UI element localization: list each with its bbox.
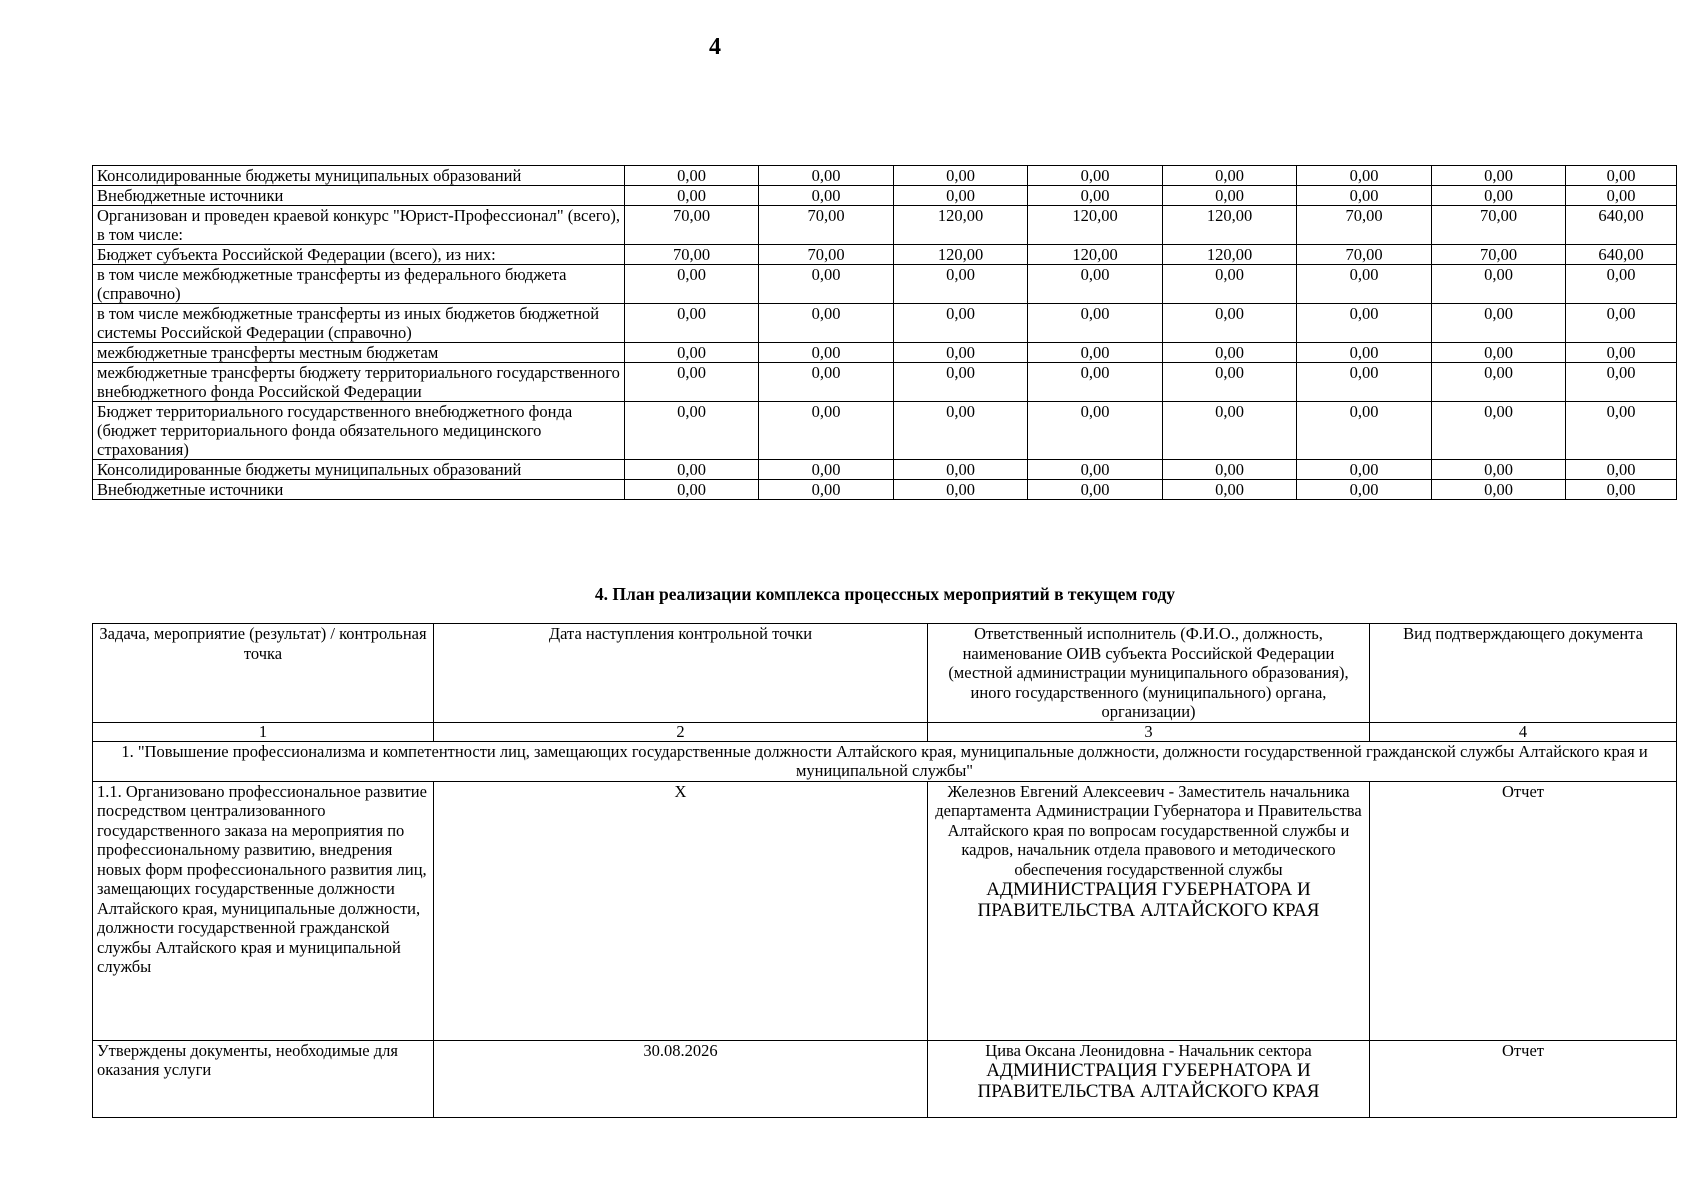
finance-row-label: Организован и проведен краевой конкурс "Юрист-Профессионал" (всего), в том числе: <box>93 206 625 245</box>
finance-row <box>93 265 1677 304</box>
section-title: 4. План реализации комплекса процессных мероприятий в текущем году <box>594 584 1176 604</box>
finance-value: 0,00 <box>759 402 894 460</box>
finance-value: 0,00 <box>1028 480 1163 500</box>
finance-value: 0,00 <box>1297 480 1432 500</box>
column-number: 3 <box>928 722 1370 741</box>
finance-value: 70,00 <box>1297 245 1432 265</box>
column-number: 1 <box>93 722 434 741</box>
finance-value: 0,00 <box>1566 460 1677 480</box>
finance-value: 0,00 <box>894 343 1028 363</box>
finance-value: 0,00 <box>625 460 759 480</box>
task-cell: 1.1. Организовано профессиональное развитие посредством централизованного государственного заказа на мероприятия по профессиональному развитию, внедрения новых форм профессионального развития лиц, замещающих государственные должности Алтайского края, муниципальные должности, должности государственной гражданской службы Алтайского края и муниципальной службы <box>93 781 434 1040</box>
finance-value: 0,00 <box>1297 304 1432 343</box>
finance-row-label: Бюджет территориального государственного внебюджетного фонда (бюджет территориального фонда обязательного медицинского страхования) <box>93 402 625 460</box>
date-cell: 30.08.2026 <box>434 1040 928 1117</box>
finance-row-label: в том числе межбюджетные трансферты из иных бюджетов бюджетной системы Российской Федерации (справочно) <box>93 304 625 343</box>
finance-row-label: Бюджет субъекта Российской Федерации (всего), из них: <box>93 245 625 265</box>
finance-value: 640,00 <box>1566 206 1677 245</box>
finance-value: 0,00 <box>1566 402 1677 460</box>
finance-row <box>93 206 1677 245</box>
finance-value: 0,00 <box>1432 402 1566 460</box>
finance-value: 0,00 <box>1432 343 1566 363</box>
page-number: 4 <box>709 34 721 60</box>
finance-value: 0,00 <box>894 402 1028 460</box>
finance-value: 0,00 <box>1163 343 1297 363</box>
finance-value: 0,00 <box>1297 402 1432 460</box>
finance-value: 0,00 <box>759 166 894 186</box>
finance-value: 0,00 <box>1297 265 1432 304</box>
finance-value: 0,00 <box>1028 460 1163 480</box>
finance-value: 0,00 <box>1566 265 1677 304</box>
finance-value: 0,00 <box>894 480 1028 500</box>
finance-value: 0,00 <box>1163 460 1297 480</box>
finance-value: 0,00 <box>1566 166 1677 186</box>
finance-value: 0,00 <box>1163 402 1297 460</box>
column-number-row <box>93 722 1677 741</box>
finance-value: 0,00 <box>894 265 1028 304</box>
finance-value: 0,00 <box>759 460 894 480</box>
finance-row <box>93 245 1677 265</box>
organization-name: АДМИНИСТРАЦИЯ ГУБЕРНАТОРА И ПРАВИТЕЛЬСТВА АЛТАЙСКОГО КРАЯ <box>977 879 1320 921</box>
header-task: Задача, мероприятие (результат) / контрольная точка <box>93 624 434 723</box>
responsible-person: Цива Оксана Леонидовна - Начальник сектора <box>985 1040 1312 1060</box>
finance-row <box>93 166 1677 186</box>
finance-value: 0,00 <box>1163 186 1297 206</box>
finance-value: 0,00 <box>1566 363 1677 402</box>
finance-value: 0,00 <box>759 343 894 363</box>
column-number: 2 <box>434 722 928 741</box>
finance-value: 0,00 <box>1028 166 1163 186</box>
finance-row <box>93 460 1677 480</box>
finance-value: 0,00 <box>1028 363 1163 402</box>
document-cell: Отчет <box>1370 1040 1677 1117</box>
finance-value: 0,00 <box>1297 186 1432 206</box>
finance-value: 0,00 <box>1028 402 1163 460</box>
finance-value: 0,00 <box>1432 460 1566 480</box>
finance-value: 70,00 <box>1432 245 1566 265</box>
finance-value: 0,00 <box>1028 343 1163 363</box>
finance-value: 70,00 <box>625 206 759 245</box>
finance-value: 0,00 <box>1297 343 1432 363</box>
finance-value: 0,00 <box>625 363 759 402</box>
header-document: Вид подтверждающего документа <box>1370 624 1677 723</box>
header-responsible: Ответственный исполнитель (Ф.И.О., должность, наименование ОИВ субъекта Российской Федерации (местной администрации муниципального образования), иного государственного (муниципального) органа, организации) <box>928 624 1370 723</box>
finance-value: 0,00 <box>759 186 894 206</box>
finance-value: 0,00 <box>1432 166 1566 186</box>
finance-value: 0,00 <box>1566 186 1677 206</box>
finance-value: 120,00 <box>1028 206 1163 245</box>
finance-value: 0,00 <box>1432 265 1566 304</box>
finance-value: 0,00 <box>759 363 894 402</box>
finance-value: 70,00 <box>759 206 894 245</box>
finance-value: 0,00 <box>1163 265 1297 304</box>
finance-value: 0,00 <box>1432 480 1566 500</box>
finance-value: 0,00 <box>1297 166 1432 186</box>
finance-value: 640,00 <box>1566 245 1677 265</box>
responsible-cell <box>928 781 1370 1040</box>
finance-value: 0,00 <box>894 304 1028 343</box>
finance-row <box>93 343 1677 363</box>
plan-table <box>92 623 1677 1118</box>
finance-value: 0,00 <box>1566 304 1677 343</box>
finance-value: 0,00 <box>759 480 894 500</box>
finance-value: 120,00 <box>1028 245 1163 265</box>
responsible-person: Железнов Евгений Алексеевич - Заместитель начальника департамента Администрации Губернатора и Правительства Алтайского края по вопросам государственной службы и кадров, начальник отдела правового и методического обеспечения государственной службы <box>935 781 1362 879</box>
responsible-cell <box>928 1040 1370 1117</box>
finance-value: 0,00 <box>625 186 759 206</box>
finance-row <box>93 186 1677 206</box>
finance-value: 0,00 <box>625 343 759 363</box>
task-cell: Утверждены документы, необходимые для оказания услуги <box>93 1040 434 1117</box>
finance-value: 0,00 <box>759 265 894 304</box>
finance-value: 0,00 <box>1566 480 1677 500</box>
finance-value: 0,00 <box>625 480 759 500</box>
finance-value: 0,00 <box>1028 304 1163 343</box>
finance-value: 120,00 <box>894 206 1028 245</box>
finance-row-label: Внебюджетные источники <box>93 186 625 206</box>
finance-value: 120,00 <box>894 245 1028 265</box>
finance-value: 0,00 <box>894 166 1028 186</box>
finance-value: 0,00 <box>625 402 759 460</box>
document-cell: Отчет <box>1370 781 1677 1040</box>
finance-value: 0,00 <box>1163 304 1297 343</box>
finance-value: 0,00 <box>1432 363 1566 402</box>
plan-row <box>93 1040 1677 1117</box>
finance-value: 0,00 <box>1028 265 1163 304</box>
finance-row <box>93 402 1677 460</box>
finance-row-label: Консолидированные бюджеты муниципальных образований <box>93 460 625 480</box>
finance-value: 0,00 <box>1163 363 1297 402</box>
finance-value: 0,00 <box>625 265 759 304</box>
finance-row-label: Внебюджетные источники <box>93 480 625 500</box>
plan-header-row <box>93 624 1677 723</box>
finance-value: 0,00 <box>759 304 894 343</box>
finance-value: 70,00 <box>759 245 894 265</box>
finance-row-label: межбюджетные трансферты бюджету территориального государственного внебюджетного фонда Российской Федерации <box>93 363 625 402</box>
finance-row-label: Консолидированные бюджеты муниципальных образований <box>93 166 625 186</box>
finance-row <box>93 304 1677 343</box>
finance-value: 120,00 <box>1163 245 1297 265</box>
finance-value: 0,00 <box>1432 186 1566 206</box>
finance-value: 0,00 <box>1566 343 1677 363</box>
finance-value: 0,00 <box>1432 304 1566 343</box>
finance-value: 70,00 <box>625 245 759 265</box>
finance-value: 0,00 <box>1163 480 1297 500</box>
date-cell: X <box>434 781 928 1040</box>
task-title-row <box>93 741 1677 781</box>
finance-value: 0,00 <box>1163 166 1297 186</box>
task-title: 1. "Повышение профессионализма и компетентности лиц, замещающих государственные должности Алтайского края, муниципальные должности, должности государственной гражданской службы Алтайского края и муниципальной службы" <box>93 741 1677 781</box>
finance-row <box>93 480 1677 500</box>
finance-row-label: межбюджетные трансферты местным бюджетам <box>93 343 625 363</box>
finance-value: 0,00 <box>1297 460 1432 480</box>
header-date: Дата наступления контрольной точки <box>434 624 928 723</box>
finance-table <box>92 165 1677 500</box>
finance-value: 0,00 <box>894 363 1028 402</box>
finance-value: 0,00 <box>1297 363 1432 402</box>
finance-value: 120,00 <box>1163 206 1297 245</box>
column-number: 4 <box>1370 722 1677 741</box>
finance-value: 0,00 <box>894 460 1028 480</box>
finance-value: 0,00 <box>1028 186 1163 206</box>
finance-value: 0,00 <box>894 186 1028 206</box>
finance-row-label: в том числе межбюджетные трансферты из федерального бюджета (справочно) <box>93 265 625 304</box>
finance-value: 0,00 <box>625 304 759 343</box>
organization-name: АДМИНИСТРАЦИЯ ГУБЕРНАТОРА И ПРАВИТЕЛЬСТВА АЛТАЙСКОГО КРАЯ <box>977 1060 1320 1102</box>
plan-row <box>93 781 1677 1040</box>
finance-value: 70,00 <box>1297 206 1432 245</box>
finance-value: 0,00 <box>625 166 759 186</box>
finance-row <box>93 363 1677 402</box>
finance-value: 70,00 <box>1432 206 1566 245</box>
